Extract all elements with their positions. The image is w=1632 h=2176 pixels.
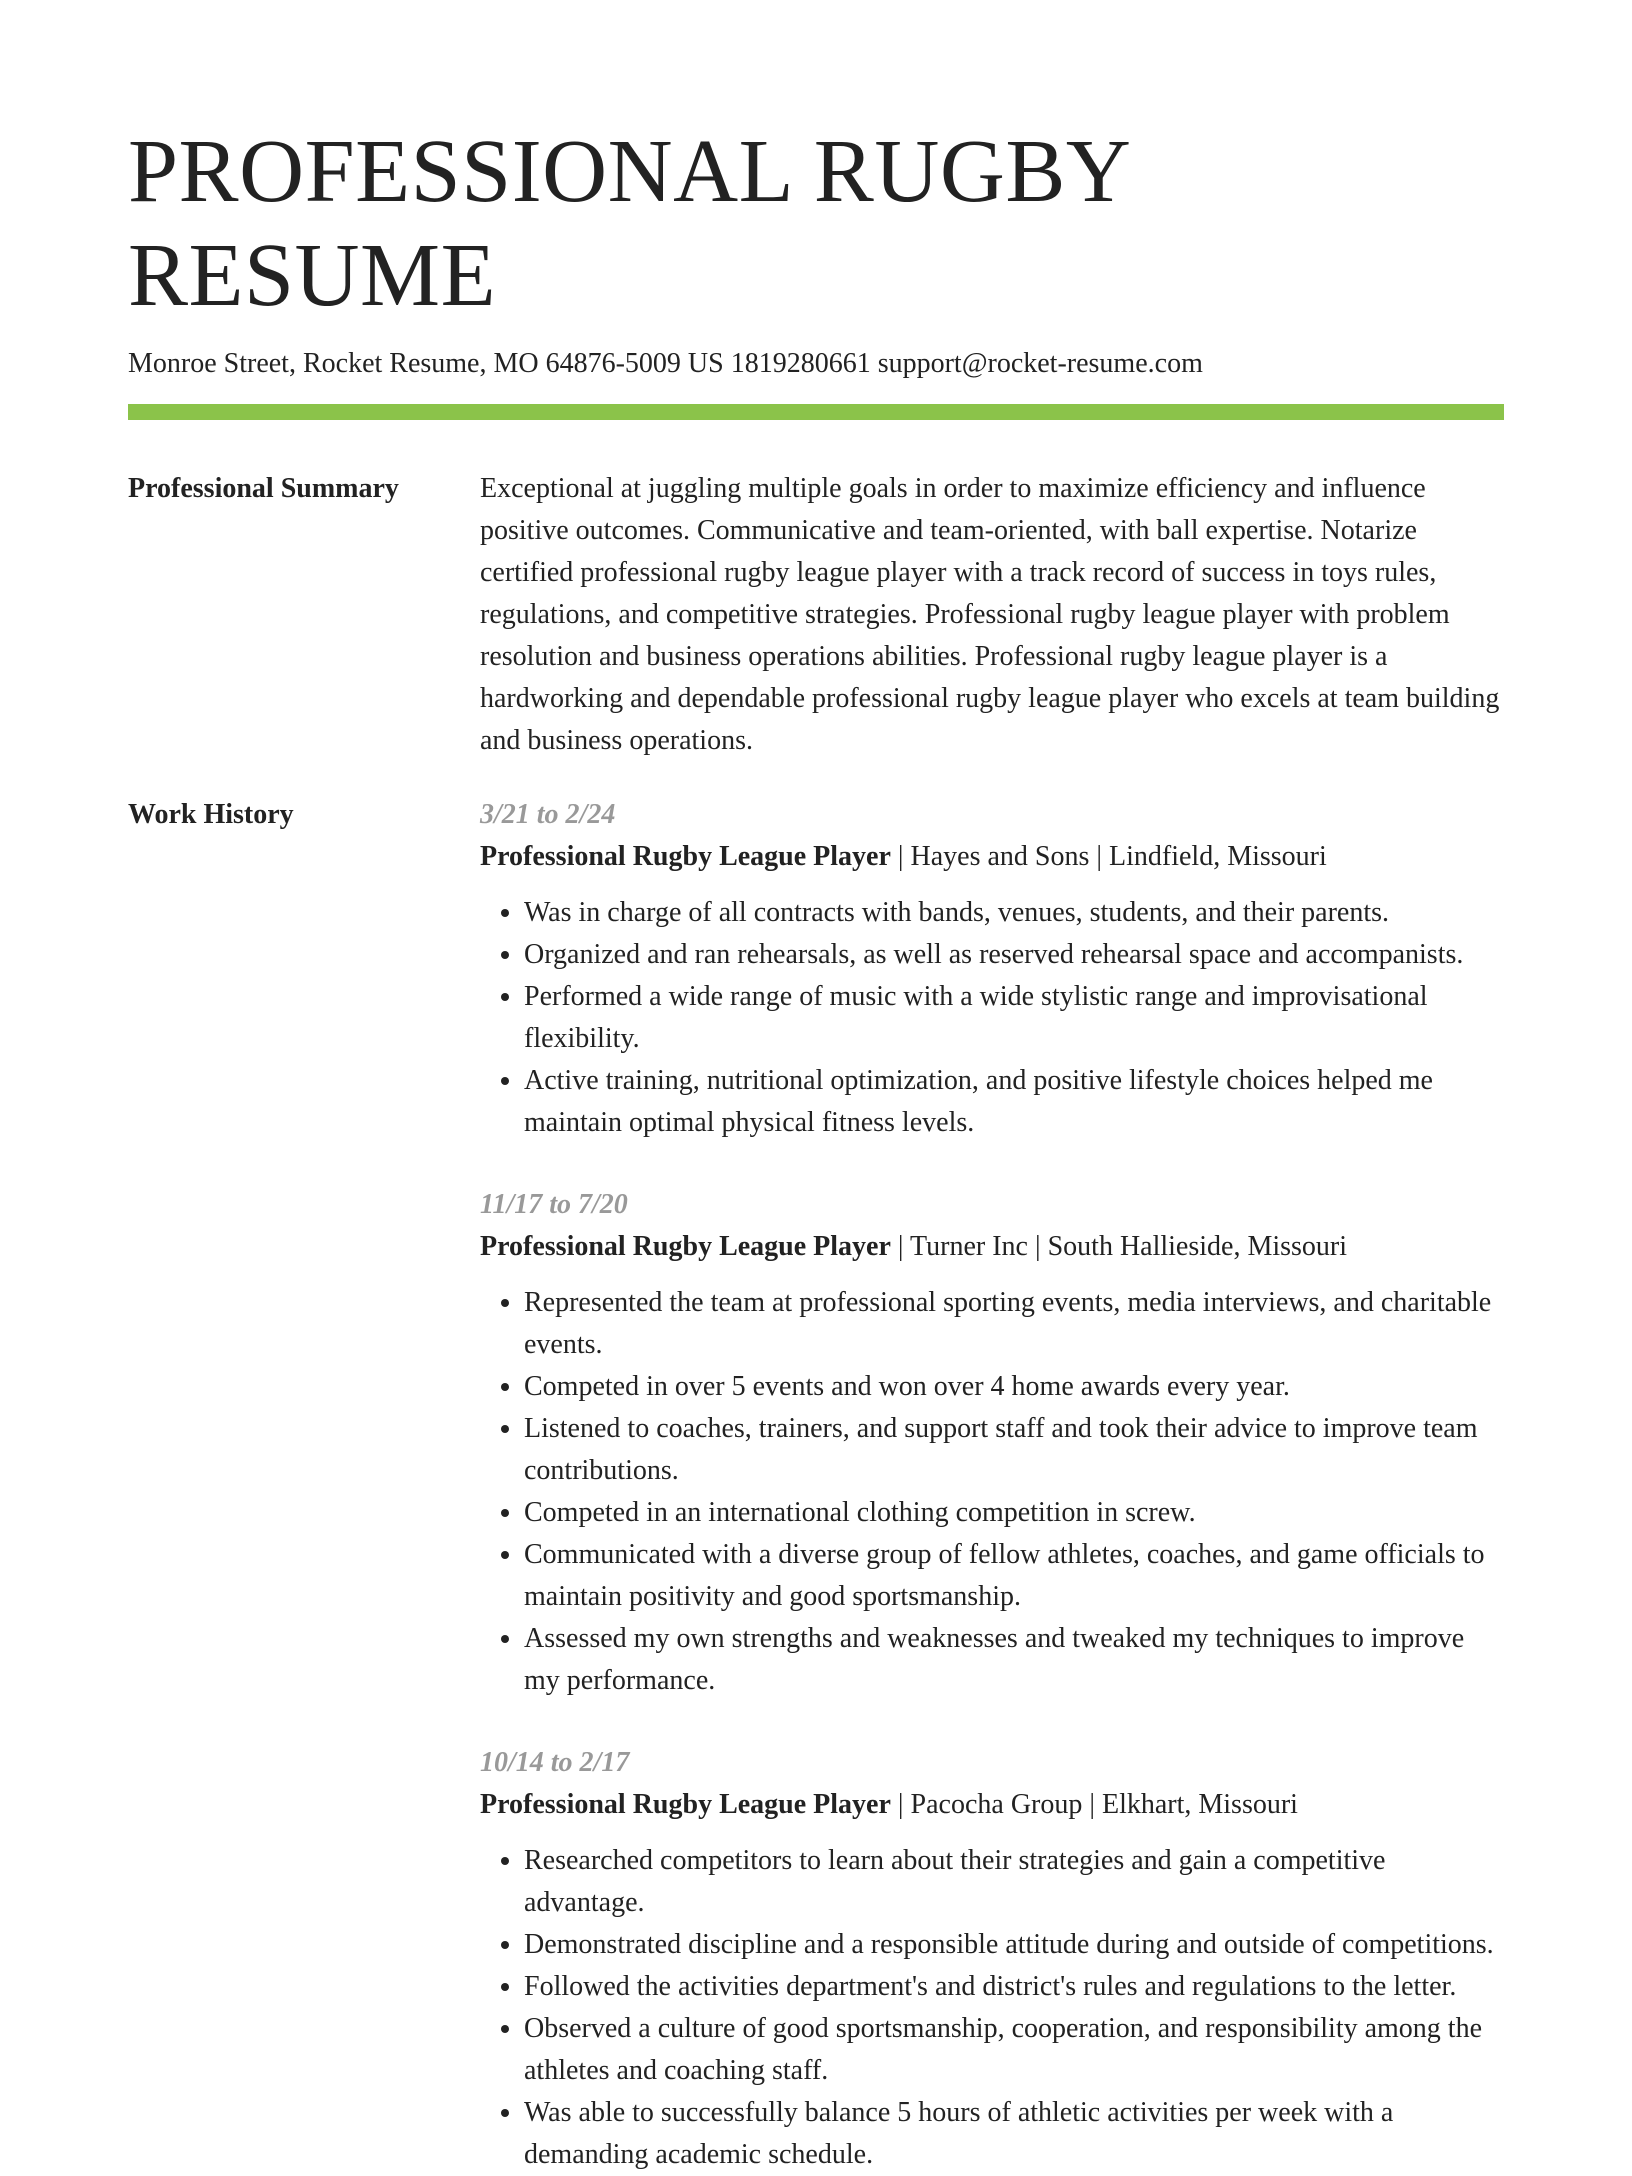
job-bullet: • Demonstrated discipline and a responsible attitude during and outside of competitions. — [524, 1924, 1504, 1966]
summary-text: Exceptional at juggling multiple goals in order to maximize efficiency and influence positive outcomes. Communicative and team-oriented, with ball expertise. Notarize certified professional rugby league player with a track record of success in toys rules, regulations, and competitive strategies. Professional rugby league player with problem resolution and business operations abilities. Professional rugby league player is a hardworking and dependable professional rugby league player who excels at team building and business operations. — [480, 473, 1500, 756]
job-entry — [480, 1184, 1504, 1702]
job-bullet: • Assessed my own strengths and weaknesses and tweaked my techniques to improve my performance. — [524, 1618, 1504, 1702]
work-history-label: Work History — [128, 799, 294, 830]
summary-section — [128, 468, 1504, 762]
job-title: Professional Rugby League Player — [480, 1789, 891, 1820]
accent-divider — [128, 404, 1504, 420]
job-heading — [480, 836, 1504, 878]
job-bullet: • Followed the activities department's and district's rules and regulations to the letter. — [524, 1966, 1504, 2008]
summary-body — [480, 468, 1504, 762]
job-bullet: • Researched competitors to learn about their strategies and gain a competitive advantage. — [524, 1840, 1504, 1924]
job-separator: | — [890, 1789, 911, 1820]
job-bullet: • Performed a wide range of music with a wide stylistic range and improvisational flexibility. — [524, 976, 1504, 1060]
job-dates: 10/14 to 2/17 — [480, 1747, 630, 1778]
resume-page — [128, 120, 1504, 2176]
job-separator: | — [1082, 1789, 1102, 1820]
job-entry — [480, 1742, 1504, 2176]
job-location: Lindfield, Missouri — [1109, 841, 1327, 872]
job-bullet: • Listened to coaches, trainers, and support staff and took their advice to improve team contributions. — [524, 1408, 1504, 1492]
job-heading — [480, 1784, 1504, 1826]
job-location: South Hallieside, Missouri — [1047, 1231, 1348, 1262]
job-location: Elkhart, Missouri — [1101, 1789, 1298, 1820]
job-entry — [480, 794, 1504, 1144]
job-dates: 11/17 to 7/20 — [480, 1189, 628, 1220]
job-separator: | — [1027, 1231, 1048, 1262]
job-company: Pacocha Group — [910, 1789, 1083, 1820]
job-bullet: • Competed in over 5 events and won over 4 home awards every year. — [524, 1366, 1504, 1408]
job-heading — [480, 1226, 1504, 1268]
contact-info: Monroe Street, Rocket Resume, MO 64876-5009 US 1819280661 support@rocket-resume.com — [128, 348, 1203, 379]
job-bullet: • Competed in an international clothing competition in screw. — [524, 1492, 1504, 1534]
job-bullet: • Organized and ran rehearsals, as well as reserved rehearsal space and accompanists. — [524, 934, 1504, 976]
resume-title: PROFESSIONAL RUGBY RESUME — [128, 122, 1129, 325]
job-bullet: • Was in charge of all contracts with bands, venues, students, and their parents. — [524, 892, 1504, 934]
job-bullet: • Represented the team at professional sporting events, media interviews, and charitable events. — [524, 1282, 1504, 1366]
job-bullet-list — [480, 1282, 1504, 1702]
job-company: Hayes and Sons — [910, 841, 1090, 872]
job-bullet: • Was able to successfully balance 5 hours of athletic activities per week with a demanding academic schedule. — [524, 2092, 1504, 2176]
job-company: Turner Inc — [910, 1231, 1028, 1262]
job-bullet-list — [480, 892, 1504, 1144]
job-bullet: • Communicated with a diverse group of fellow athletes, coaches, and game officials to maintain positivity and good sportsmanship. — [524, 1534, 1504, 1618]
job-bullet: • Observed a culture of good sportsmanship, cooperation, and responsibility among the athletes and coaching staff. — [524, 2008, 1504, 2092]
work-history-body — [480, 794, 1504, 2176]
summary-label: Professional Summary — [128, 473, 399, 504]
job-title: Professional Rugby League Player — [480, 1231, 891, 1262]
job-separator: | — [1089, 841, 1110, 872]
job-bullet: • Active training, nutritional optimization, and positive lifestyle choices helped me maintain optimal physical fitness levels. — [524, 1060, 1504, 1144]
work-history-section — [128, 794, 1504, 2176]
job-bullet-list — [480, 1840, 1504, 2176]
job-separator: | — [890, 841, 911, 872]
job-dates: 3/21 to 2/24 — [480, 799, 616, 830]
job-title: Professional Rugby League Player — [480, 841, 891, 872]
job-separator: | — [890, 1231, 911, 1262]
